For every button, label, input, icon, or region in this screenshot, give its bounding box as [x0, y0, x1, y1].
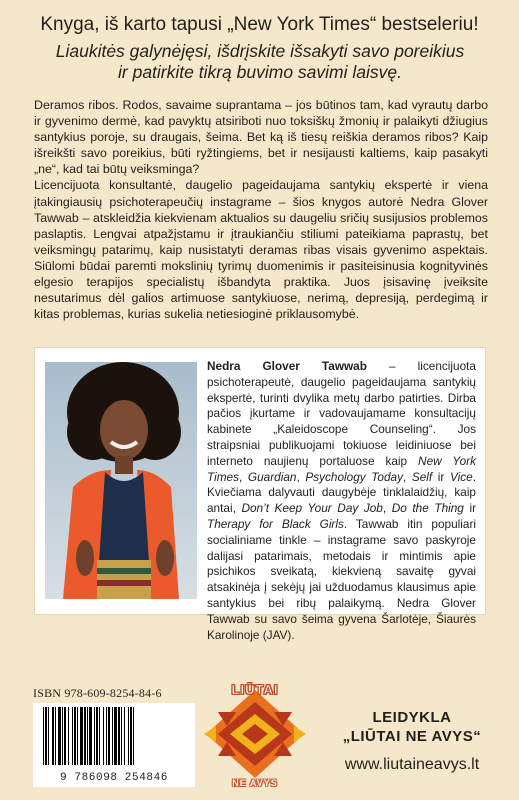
barcode-bar: [89, 707, 92, 765]
barcode-bar: [48, 707, 49, 765]
barcode-bar: [80, 707, 83, 765]
barcode-bar: [106, 707, 107, 765]
author-biography: [207, 359, 476, 643]
publication-2: Guardian: [247, 469, 297, 484]
separator: ,: [296, 469, 306, 484]
barcode-bar: [94, 707, 95, 765]
barcode-bar: [45, 707, 47, 765]
publisher-line-2: „LIŪTAI NE AVYS“: [342, 728, 482, 745]
barcode-bar: [72, 707, 73, 765]
barcode-bar: [96, 707, 98, 765]
barcode-bar: [77, 707, 78, 765]
barcode: [33, 703, 195, 787]
publisher-website: www.liutaineavys.lt: [344, 756, 480, 773]
barcode-bar: [114, 707, 117, 765]
barcode-bar: [124, 707, 125, 765]
isbn-label: ISBN 978-609-8254-84-6: [33, 686, 162, 700]
bio-text-2: . Kviečiama dalyvauti daugybėje tinklalaidžių, kaip antai,: [207, 469, 476, 516]
barcode-bar: [121, 707, 122, 765]
podcast-2: Do the Thing: [391, 501, 464, 516]
separator: ir: [432, 469, 450, 484]
barcode-bar: [64, 707, 66, 765]
barcode-bar: [99, 707, 100, 765]
barcode-bar: [55, 707, 56, 765]
barcode-bar: [128, 707, 129, 765]
bio-text-3: . Tawwab itin populiari socialiniame tinkle – instagrame savo paskyroje dalijasi patarimais, metodais ir mintimis apie psichikos sveikatą, kiekvieną savaitę gyvai atsakinėja į sekėjų jai užduodamus klausimus apie santykius bei ribų palaikymą. Nedra Glover Tawwab su savo šeima gyvena Šarlotėje, Šiaurės Karolinoje (JAV).: [207, 516, 476, 642]
logo-wordmark-bottom: NE AVYS: [232, 778, 278, 788]
back-cover-subline: [30, 41, 490, 83]
author-portrait-illustration: [45, 362, 197, 599]
description-paragraph-2: Licencijuota konsultantė, daugelio pageidaujama santykių ekspertė ir viena įtakingiausių psichoterapeučių instagrame – šios knygos autorė Nedra Glover Tawwab – atskleidžia kiekvienam aktualios su daugeliu sričių susijusios problemos paslaptis. Lengvai atpažįstamu ir įtraukiančiu stiliumi pateikiama paprastų, bet veiksmingų patarimų, kaip nusistatyti deramas ribas visais gyvenimo aspektais. Siūlomi būdai paremti mokslinių tyrimų duomenimis ir pasiteisinusia kognityvinės elgesio terapijos specialistų išbandyta praktika. Juos įsisavinę įveiksite nesutarimus dėl galios artimuose santykiuose, nerimą, depresiją, perdegimą ir kitas problemas, kurias sukelia netiesioginė priklausomybė.: [34, 178, 488, 322]
podcast-3: Therapy for Black Girls: [207, 516, 344, 531]
barcode-bars-graphic: [33, 703, 195, 769]
publication-1: New York Times: [207, 453, 476, 484]
book-description: [34, 97, 488, 322]
barcode-bar: [58, 707, 61, 765]
barcode-bar: [108, 707, 110, 765]
barcode-bar: [103, 707, 104, 765]
barcode-bar: [52, 707, 54, 765]
barcode-bar: [112, 707, 113, 765]
barcode-number: 9 786098 254846: [59, 772, 169, 784]
barcode-bar: [43, 707, 44, 765]
separator: ,: [402, 469, 412, 484]
publication-5: Vice: [449, 469, 473, 484]
barcode-bar: [68, 707, 69, 765]
description-paragraph-1: Deramos ribos. Rodos, savaime suprantama – jos būtinos tam, kad vyrautų darbo ir gyvenimo dermė, kad pavyktų atsiriboti nuo toksiškų žmonių ir palaikyti džiugius santykius poroje, su draugais, šeima. Bet ką iš tiesų reiškia deramos ribos? Kaip išreikšti savo poreikius, būti ryžtingiems, bet ir nesijausti kaltiems, kaip pasakyti „ne“, kad tai būtų veiksminga?: [34, 98, 488, 177]
back-cover-headline: Knyga, iš karto tapusi „New York Times“ bestseleriu!: [40, 14, 479, 35]
barcode-bar: [130, 707, 132, 765]
author-panel: [34, 347, 486, 642]
author-name: Nedra Glover Tawwab: [207, 359, 367, 373]
barcode-bar: [84, 707, 86, 765]
podcast-1: Don’t Keep Your Day Job: [241, 501, 383, 516]
publisher-name: [312, 708, 512, 746]
separator: ,: [239, 469, 248, 484]
barcode-bar: [74, 707, 76, 765]
publication-3: Psychology Today: [305, 469, 403, 484]
author-photo: [45, 362, 197, 599]
subline-line-1: Liaukitės galynėjęsi, išdrįskite išsakyti savo poreikius: [55, 41, 465, 61]
barcode-bar: [118, 707, 120, 765]
logo-wordmark-top: LIŪTAI: [231, 682, 279, 697]
barcode-bar: [62, 707, 63, 765]
separator: ir: [463, 501, 476, 516]
separator: ,: [382, 501, 392, 516]
publication-4: Self: [411, 469, 433, 484]
subline-line-2: ir patirkite tikrą buvimo savimi laisvę.: [118, 62, 402, 82]
bio-text-1: – licencijuota psichoterapeutė, daugelio pageidaujama santykių ekspertė, turinti dvylika metų darbo patirties. Dirba pačios įkurtame ir vadovaujamame konsultacijų kabinete „Kaleidoscope Counseling“. Jos straipsniai publikuojami tokiuose leidiniuose bei interneto naujienų portaluose kaip: [207, 359, 476, 468]
barcode-bar: [87, 707, 88, 765]
barcode-bar: [133, 707, 134, 765]
publisher-logo: [200, 682, 310, 794]
publisher-line-1: LEIDYKLA: [372, 709, 452, 726]
